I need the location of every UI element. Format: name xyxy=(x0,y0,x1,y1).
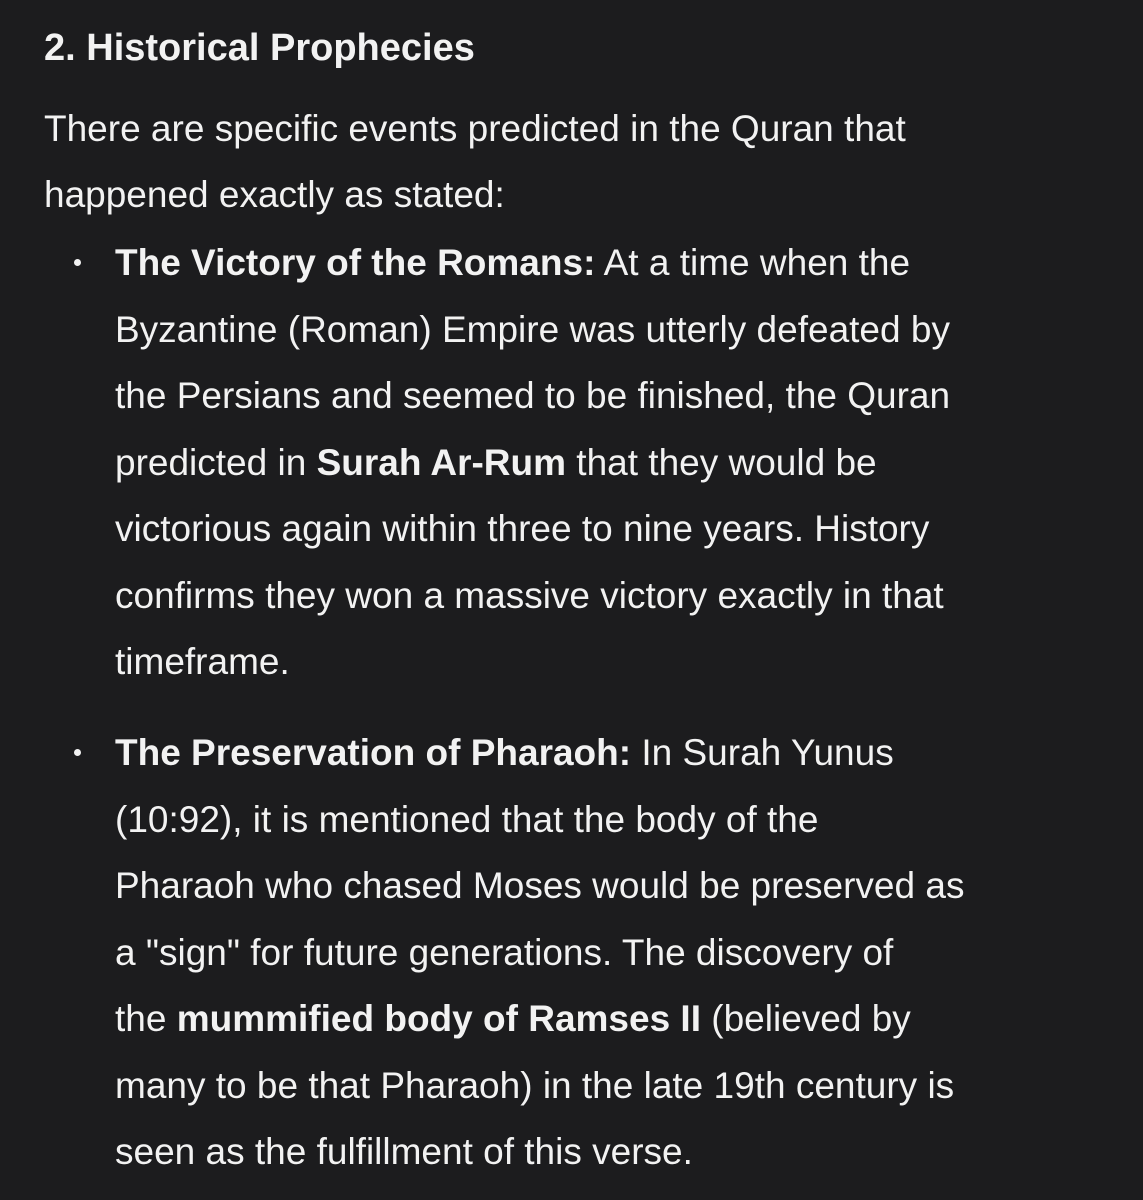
emphasis-text: Surah Ar-Rum xyxy=(316,441,567,483)
section-heading: 2. Historical Prophecies xyxy=(44,27,475,69)
intro-line: happened exactly as stated: xyxy=(44,174,505,215)
intro-line: There are specific events predicted in the Quran that xyxy=(44,108,906,149)
list-item-title: The Victory of the Romans: xyxy=(115,242,596,283)
list-item xyxy=(44,720,1114,1186)
list-item-text: The Victory of the Romans: At a time when the Byzantine (Roman) Empire was utterly defeated by the Persians and seemed to be finished, the Quran predicted in Surah Ar-Rum that they would be victorious again within three to nine years. History confirms they won a massive victory exactly in that timeframe. xyxy=(115,242,951,682)
bullet-icon xyxy=(74,749,81,756)
bullet-icon xyxy=(74,259,81,266)
list-item-text: The Preservation of Pharaoh: In Surah Yunus (10:92), it is mentioned that the body of the Pharaoh who chased Moses would be preserved as a "sign" for future generations. The discovery of the mummified body of Ramses II (believed by many to be that Pharaoh) in the late 19th century is seen as the fulfillment of this verse. xyxy=(115,732,965,1172)
list-item-title: The Preservation of Pharaoh: xyxy=(115,732,632,773)
intro-paragraph xyxy=(44,96,906,228)
emphasis-text: mummified body of Ramses II xyxy=(176,998,701,1039)
list-item xyxy=(44,230,1114,696)
